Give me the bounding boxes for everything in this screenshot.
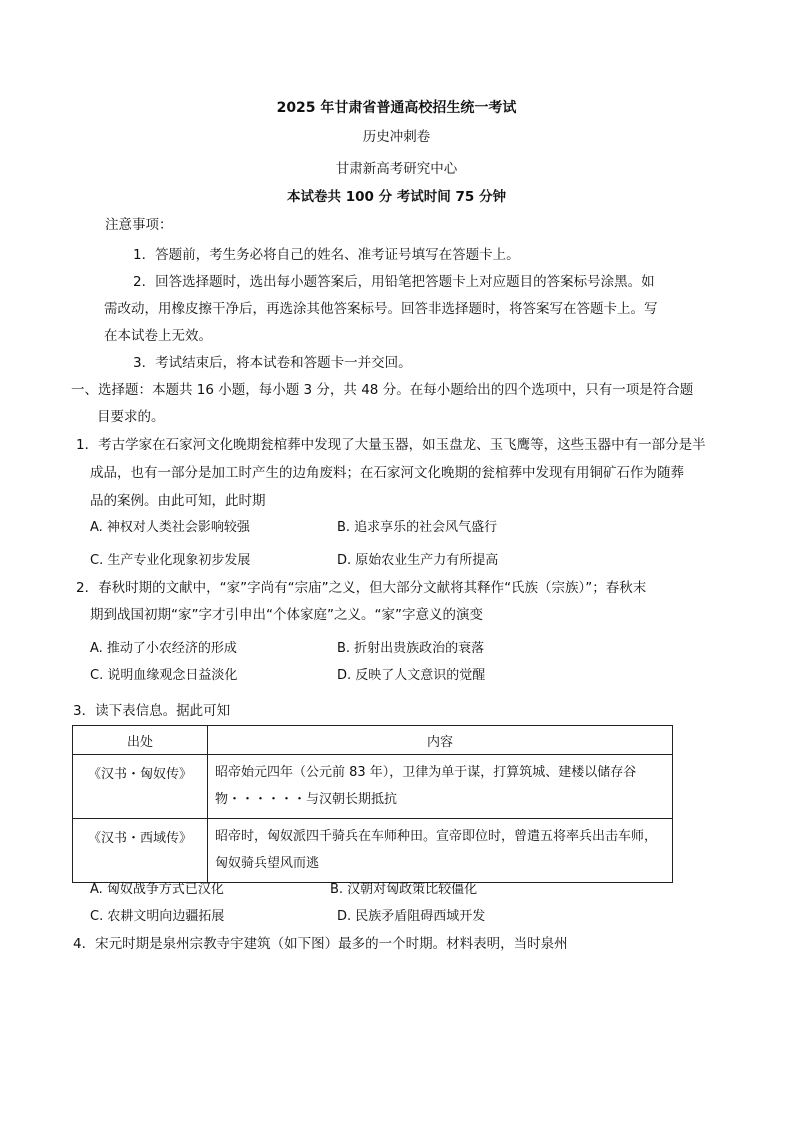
q3-option-c: C. 农耕文明向边疆拓展 — [90, 909, 225, 924]
notice-item-2-line-2: 需改动，用橡皮擦干净后，再选涂其他答案标号。回答非选择题时，将答案写在答题卡上。写 — [104, 301, 658, 317]
section-heading-line-2: 目要求的。 — [97, 409, 165, 425]
table-cell-content: 昭帝始元四年（公元前 83 年），卫律为单于谋，打算筑城、建楼以储存谷物・・・・・・与汉朝长期抵抗 — [208, 755, 673, 819]
q1-option-d: D. 原始农业生产力有所提高 — [337, 553, 499, 568]
q4-stem: 4．宋元时期是泉州宗教寺宇建筑（如下图）最多的一个时期。材料表明，当时泉州 — [73, 936, 568, 952]
q2-option-d: D. 反映了人文意识的觉醒 — [337, 668, 486, 683]
table-row — [73, 819, 673, 883]
notice-item-1: 1．答题前，考生务必将自己的姓名、准考证号填写在答题卡上。 — [133, 247, 520, 263]
q1-option-c: C. 生产专业化现象初步发展 — [90, 553, 251, 568]
notice-heading: 注意事项： — [105, 217, 173, 233]
q3-stem: 3．读下表信息。据此可知 — [73, 703, 231, 719]
table-cell-content: 昭帝时，匈奴派四千骑兵在车师种田。宣帝即位时，曾遣五将率兵出击车师，匈奴骑兵望风而逃 — [208, 819, 673, 883]
q3-table — [72, 725, 673, 883]
table-header-source: 出处 — [73, 726, 208, 755]
exam-org: 甘肃新高考研究中心 — [335, 161, 458, 177]
exam-title: 2025 年甘肃省普通高校招生统一考试 — [276, 100, 517, 116]
q2-option-b: B. 折射出贵族政治的衰落 — [337, 641, 485, 656]
notice-item-2-line-3: 在本试卷上无效。 — [104, 328, 212, 344]
q3-option-b: B. 汉朝对匈政策比较僵化 — [330, 882, 478, 897]
q1-option-b: B. 追求享乐的社会风气盛行 — [337, 520, 498, 535]
q2-option-a: A. 推动了小农经济的形成 — [90, 641, 237, 656]
table-cell-source: 《汉书・西域传》 — [73, 819, 208, 883]
notice-item-3: 3．考试结束后，将本试卷和答题卡一并交回。 — [133, 355, 412, 371]
exam-subtitle: 历史冲刺卷 — [362, 129, 431, 145]
exam-info: 本试卷共 100 分 考试时间 75 分钟 — [287, 189, 506, 205]
q1-stem-line-3: 品的案例。由此可知，此时期 — [90, 493, 266, 509]
table-row — [73, 755, 673, 819]
q1-stem-line-1: 1．考古学家在石家河文化晚期瓮棺葬中发现了大量玉器，如玉盘龙、玉飞鹰等，这些玉器中有一部分是半 — [76, 437, 706, 453]
table-header-content: 内容 — [208, 726, 673, 755]
q3-option-d: D. 民族矛盾阻碍西域开发 — [337, 909, 486, 924]
q2-stem-line-2: 期到战国初期“家”字才引申出“个体家庭”之义。“家”字意义的演变 — [90, 607, 483, 623]
q1-option-a: A. 神权对人类社会影响较强 — [90, 520, 250, 535]
table-cell-source: 《汉书・匈奴传》 — [73, 755, 208, 819]
notice-item-2-line-1: 2．回答选择题时，选出每小题答案后，用铅笔把答题卡上对应题目的答案标号涂黑。如 — [133, 274, 655, 290]
q3-option-a: A. 匈奴战争方式已汉化 — [90, 882, 224, 897]
q2-option-c: C. 说明血缘观念日益淡化 — [90, 668, 238, 683]
q2-stem-line-1: 2．春秋时期的文献中，“家”字尚有“宗庙”之义，但大部分文献将其释作“氏族（宗族）”；春秋末 — [76, 580, 647, 596]
section-heading-line-1: 一、选择题：本题共 16 小题，每小题 3 分，共 48 分。在每小题给出的四个选项中，只有一项是符合题 — [71, 382, 694, 398]
q1-stem-line-2: 成品，也有一部分是加工时产生的边角废料；在石家河文化晚期的瓮棺葬中发现有用铜矿石作为随葬 — [90, 465, 684, 481]
table-header-row — [73, 726, 673, 755]
